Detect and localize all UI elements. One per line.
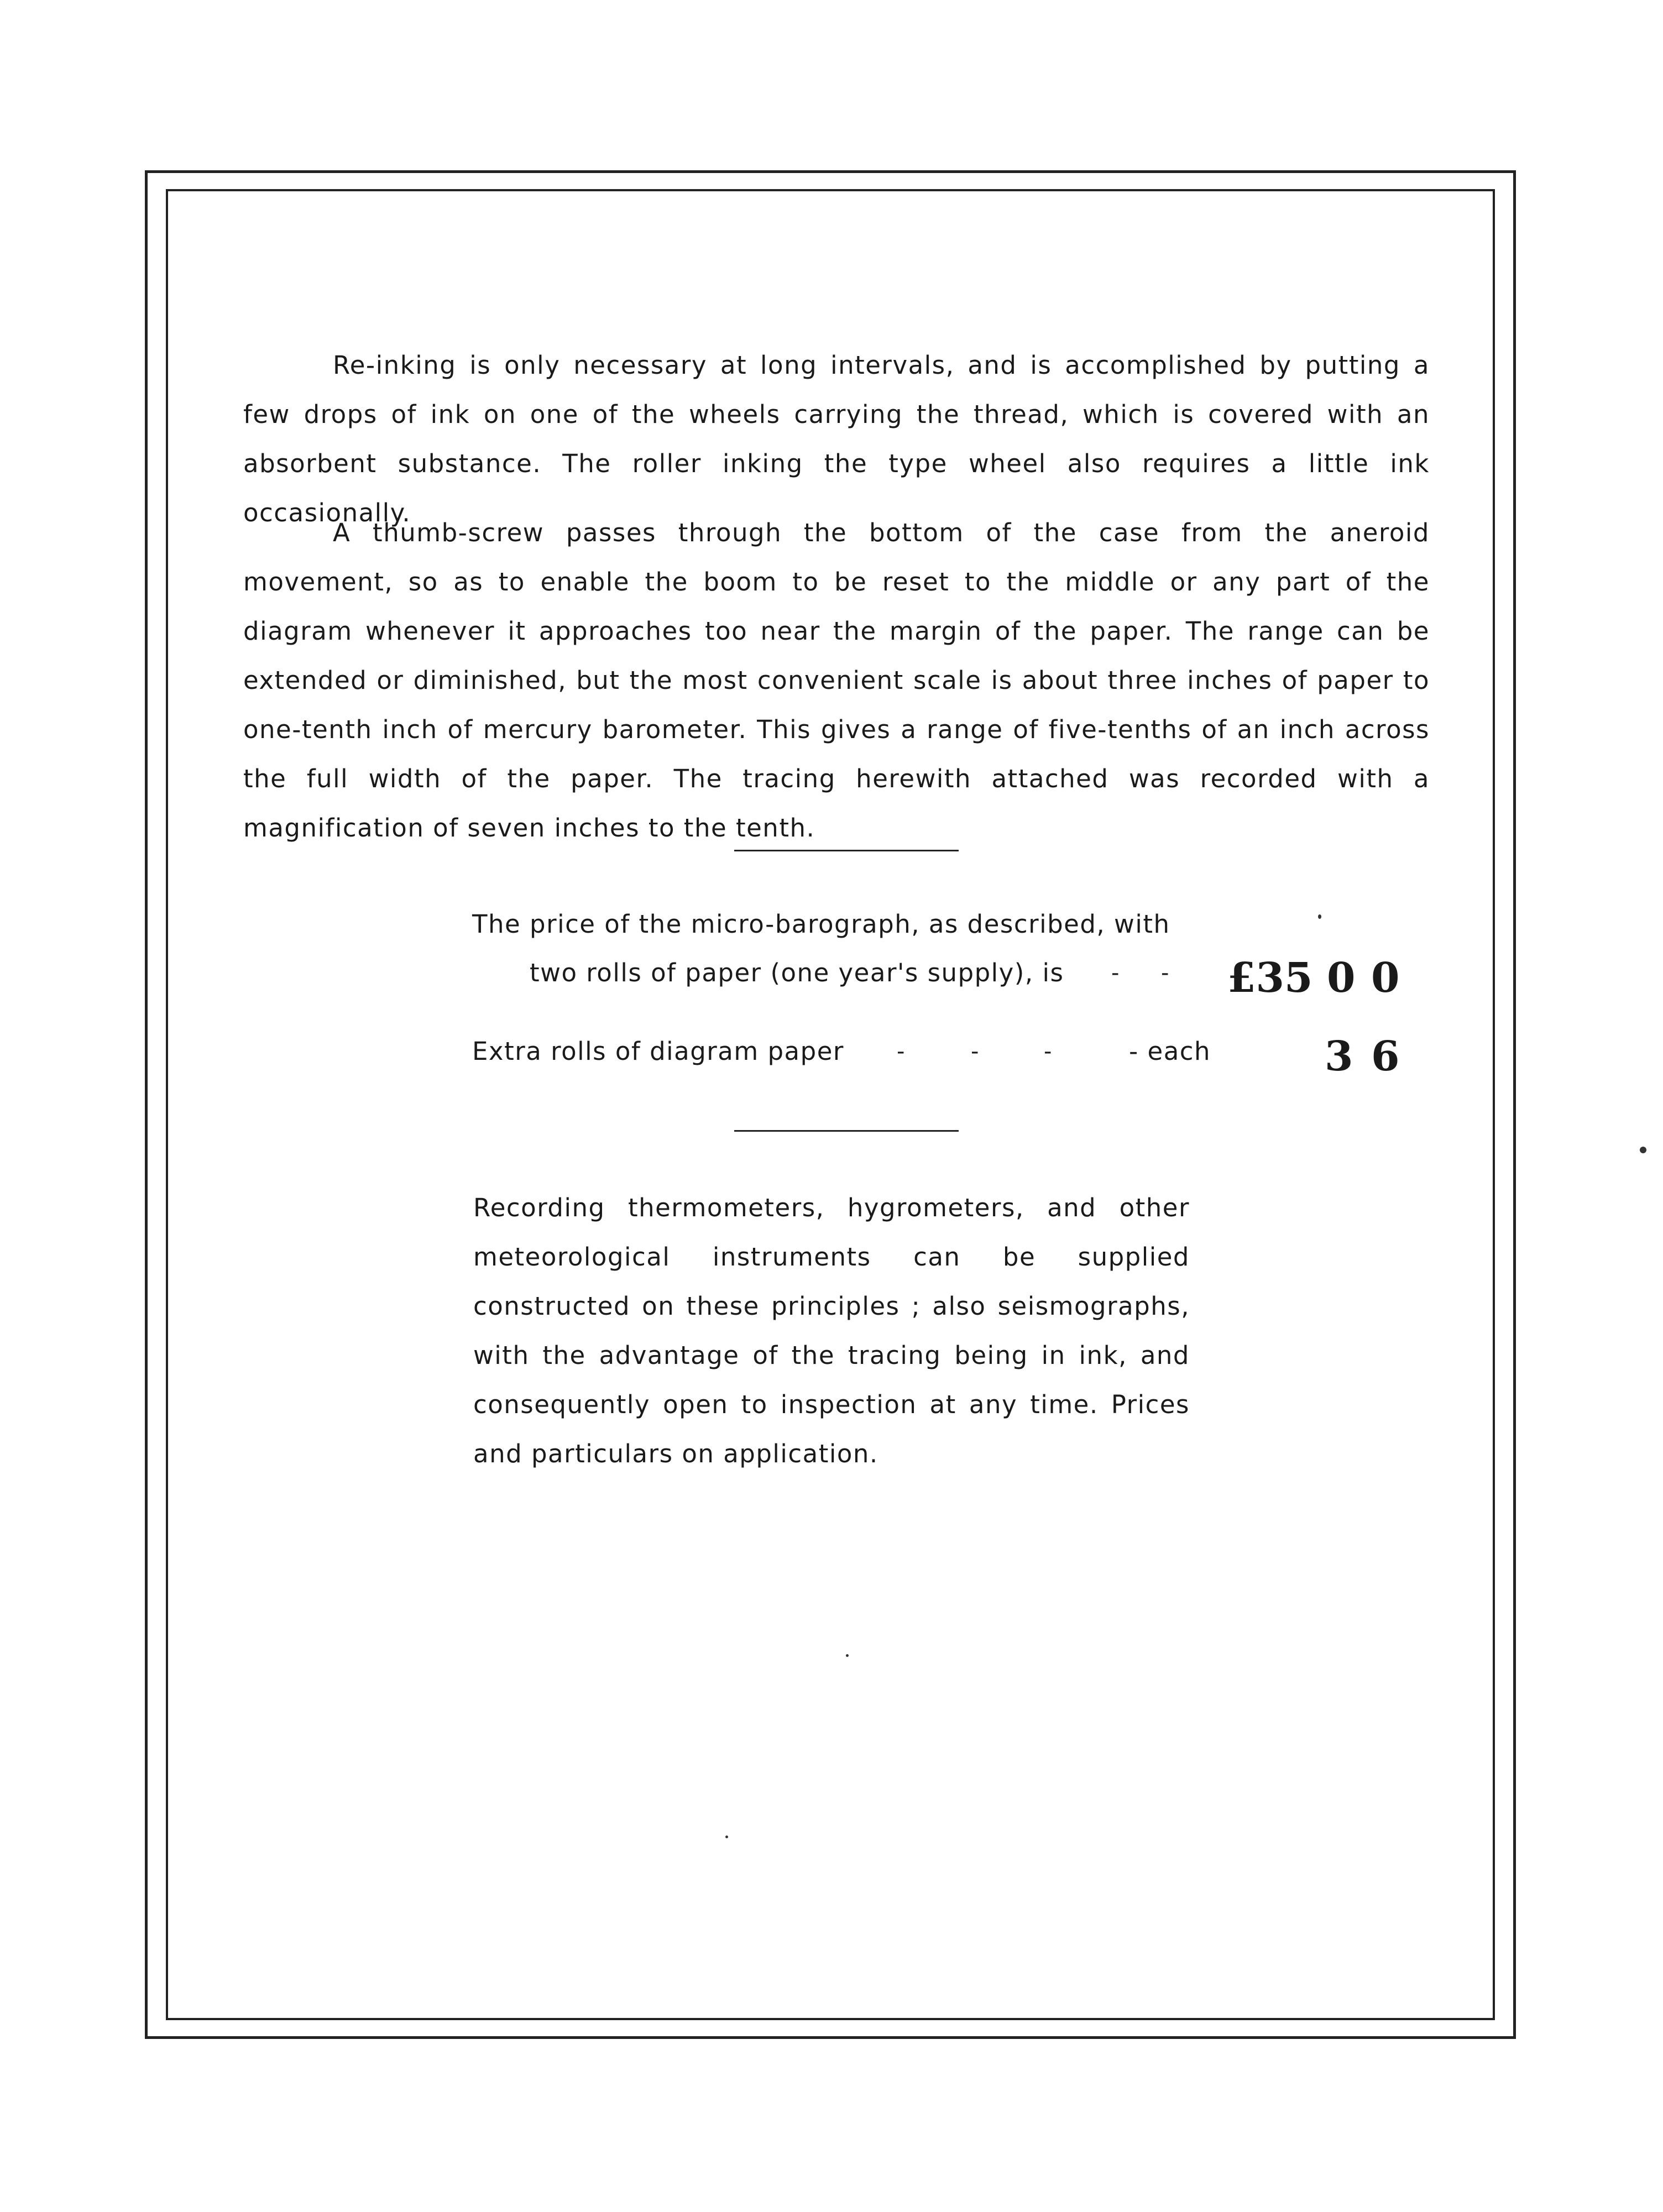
reinking-paragraph: Re-inking is only necessary at long intervals, and is accomplished by putting a few drops of ink on one of the wheels carrying the thread, which is covered with an absorbent substance. The roller inking the type wheel also requires a little ink occasionally. [243, 351, 1430, 527]
thumbscrew-paragraph: A thumb-screw passes through the bottom of the case from the aneroid movement, so as to enable the boom to be reset to the middle or any part of the diagram whenever it approaches too near the margin of the paper. The range can be extended or diminished, but the most convenient scale is about three inches of paper to one-tenth inch of mercury barometer. This gives a range of five-tenths of an inch across the full width of the paper. The tracing herewith attached was recorded with a magnification of seven inches to the tenth. [243, 518, 1430, 843]
leader-dash: - [1161, 960, 1169, 986]
barograph-price-line2: two rolls of paper (one year's supply), is [530, 958, 1064, 987]
leader-dash: - [897, 1039, 905, 1064]
scan-speck [1640, 1147, 1646, 1153]
scan-speck [846, 1654, 849, 1657]
barograph-price-shillings: 0 [1327, 954, 1356, 1002]
extra-rolls-price-shillings: 3 [1325, 1033, 1353, 1080]
extra-rolls-each-label: - each [1129, 1037, 1211, 1066]
leader-dash: - [1044, 1039, 1052, 1064]
leader-dash: - [971, 1039, 979, 1064]
scan-speck [1318, 914, 1321, 919]
closing-paragraph: Recording thermometers, hygrometers, and other meteorological instruments can be supplied constructed on these principles ; also seismographs, with the advantage of the tracing being in ink, and consequently open to inspection at any time. Prices and particulars on application. [473, 1193, 1190, 1468]
section-divider-top [734, 850, 959, 851]
section-divider-bottom [734, 1130, 959, 1132]
leader-dash: - [1111, 960, 1120, 986]
barograph-price-pounds: £35 [1227, 954, 1313, 1002]
extra-rolls-price-pence: 6 [1371, 1033, 1400, 1080]
scan-speck [725, 1836, 728, 1838]
barograph-price-line1: The price of the micro-barograph, as described, with [472, 909, 1170, 939]
extra-rolls-label: Extra rolls of diagram paper [472, 1037, 844, 1066]
barograph-price-pence: 0 [1371, 954, 1400, 1002]
